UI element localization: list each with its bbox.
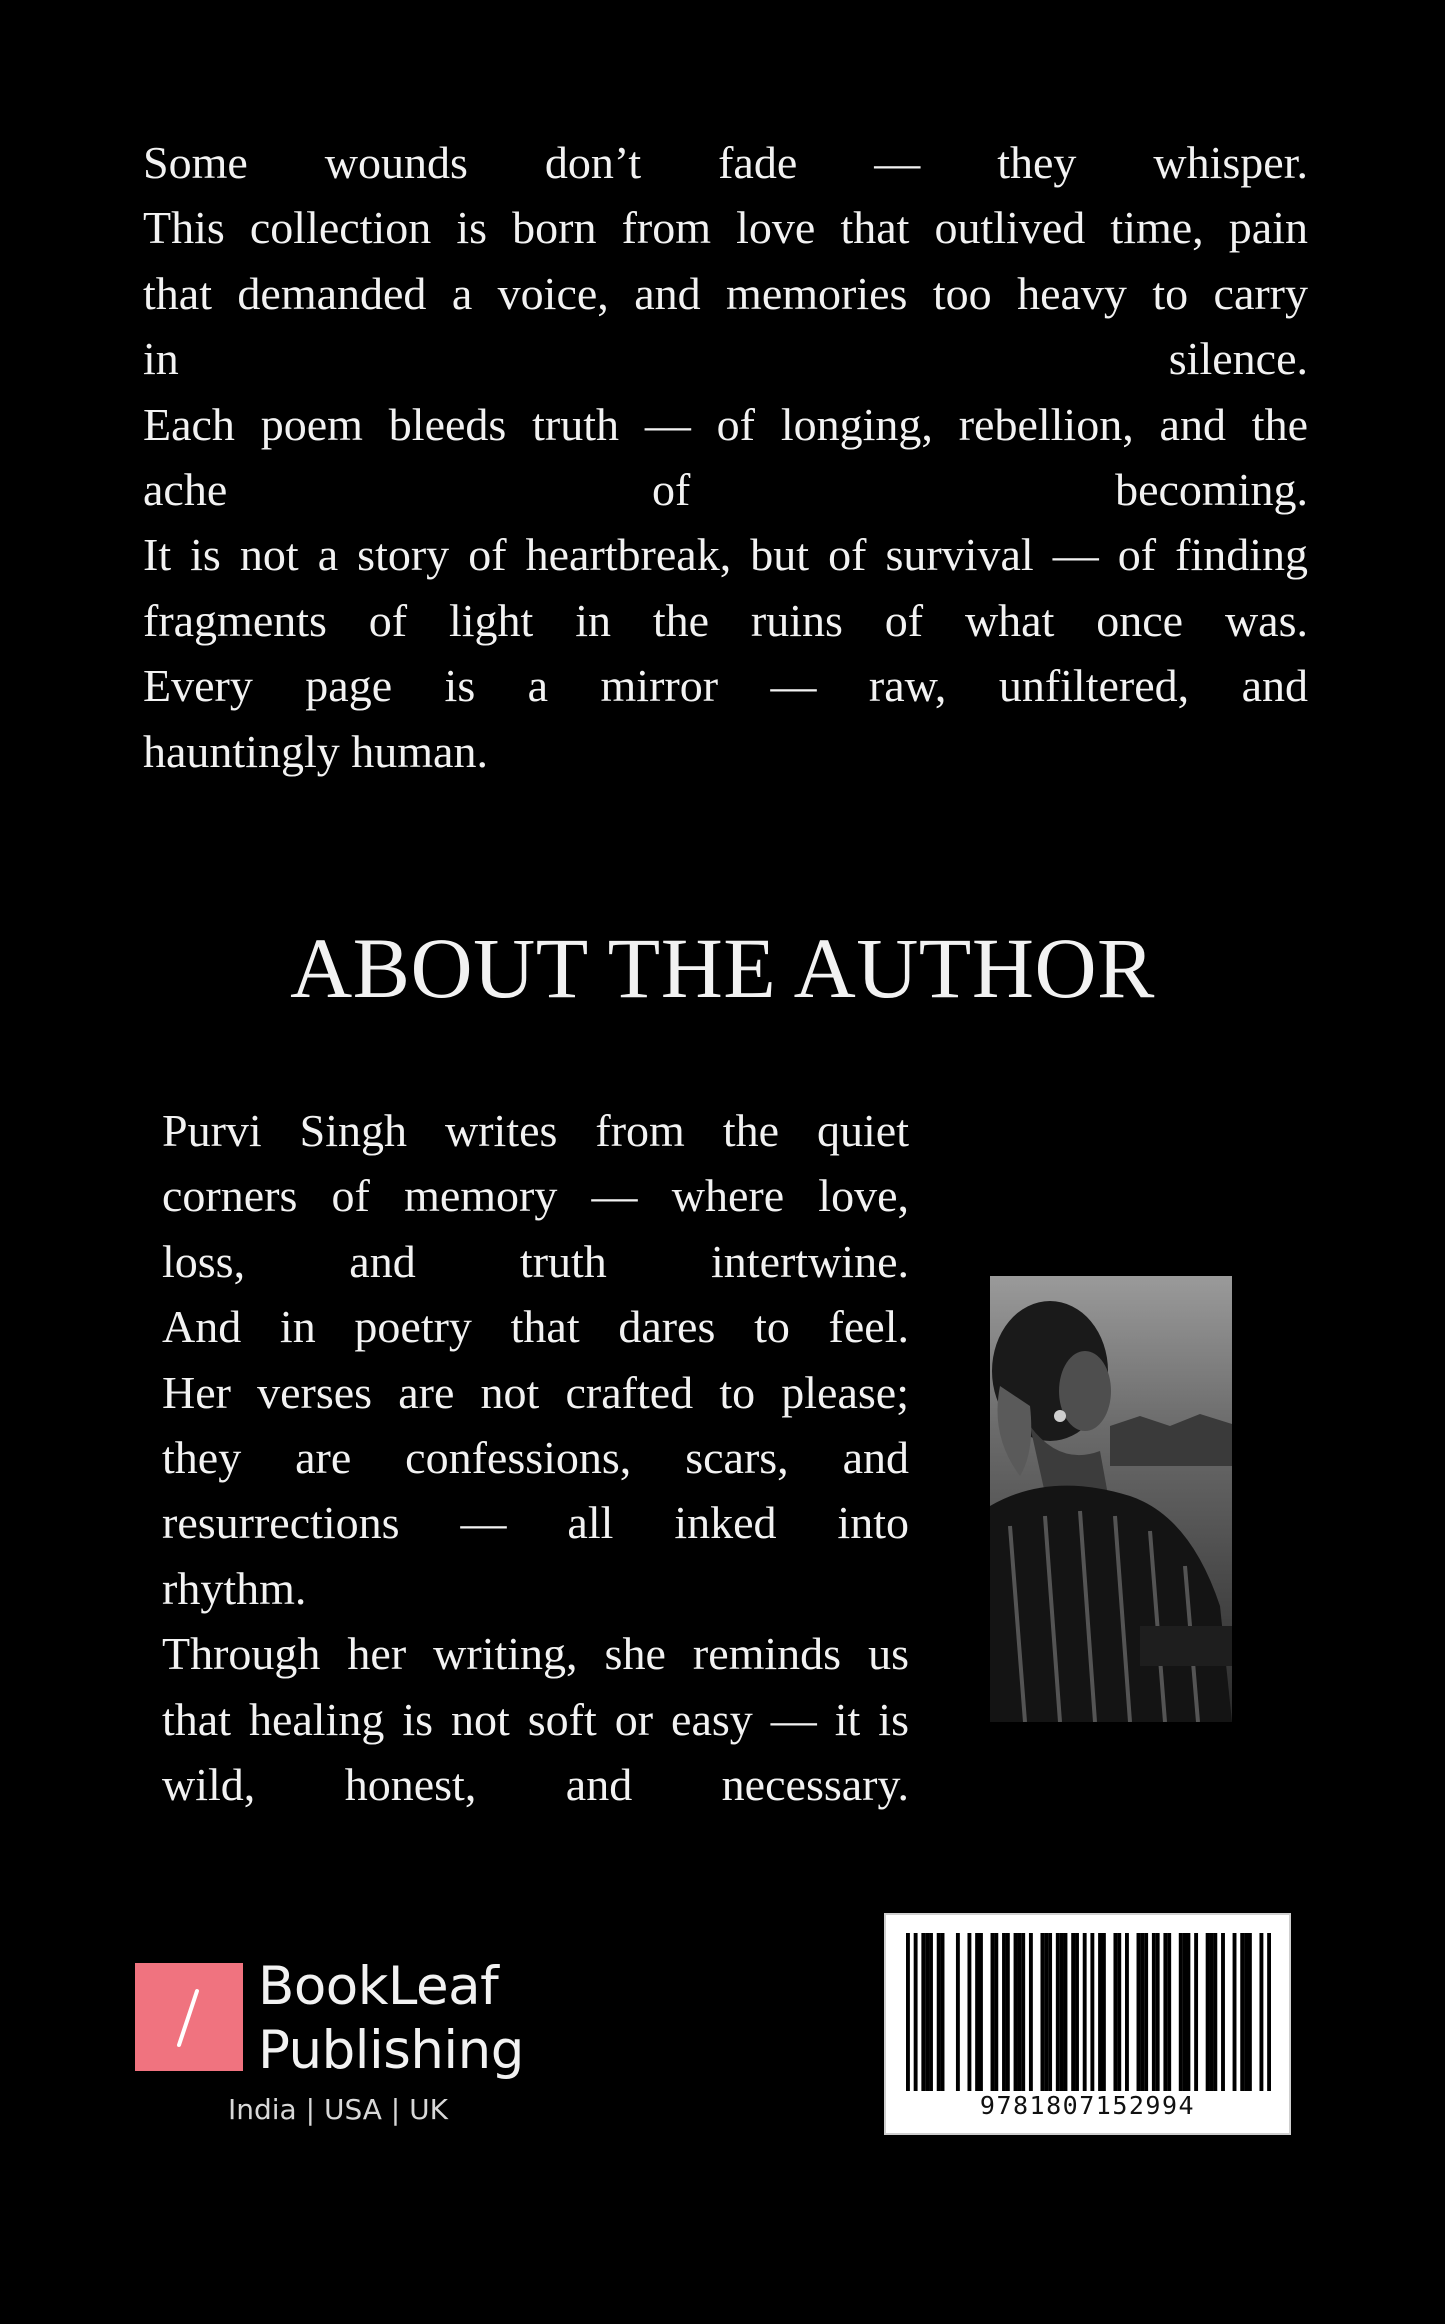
barcode-bar	[1213, 1933, 1217, 2091]
publisher-regions: India | USA | UK	[228, 2093, 448, 2126]
bio-line: resurrections — all inked into	[162, 1497, 909, 1549]
barcode-bar	[956, 1933, 960, 2091]
barcode-bar	[1117, 1933, 1121, 2091]
barcode-bar	[1098, 1933, 1102, 2091]
barcode-bar	[1021, 1933, 1025, 2091]
barcode-bar	[1152, 1933, 1156, 2091]
barcode-bar	[991, 1933, 995, 2091]
bio-line: Purvi Singh writes from the quiet	[162, 1105, 909, 1156]
barcode-bar	[921, 1933, 925, 2091]
barcode-bar	[1210, 1933, 1214, 2091]
barcode-bar	[1017, 1933, 1021, 2091]
barcode-bar	[1259, 1933, 1263, 2091]
barcode-bar	[1194, 1933, 1198, 2091]
bio-line: they are confessions, scars, and	[162, 1431, 909, 1483]
barcode-bar	[937, 1933, 941, 2091]
bio-line: Through her writing, she reminds us	[162, 1628, 909, 1680]
slash-icon	[135, 1963, 243, 2071]
about-author-heading: ABOUT THE AUTHOR	[290, 920, 1155, 1016]
barcode-bar	[1137, 1933, 1141, 2091]
barcode-bar	[979, 1933, 983, 2091]
barcode-bar	[1244, 1933, 1248, 2091]
barcode-bar	[1167, 1933, 1171, 2091]
barcode-bar	[925, 1933, 929, 2091]
barcode-bar	[1183, 1933, 1187, 2091]
bio-line: corners of memory — where love,	[162, 1170, 909, 1222]
barcode-bar	[1044, 1933, 1048, 2091]
blurb-line: in silence.	[143, 333, 1308, 385]
blurb-line: that demanded a voice, and memories too heavy to carry	[143, 267, 1308, 319]
barcode-bar	[1144, 1933, 1148, 2091]
barcode-bar	[1014, 1933, 1018, 2091]
barcode-bar	[1113, 1933, 1117, 2091]
barcode-bar	[1090, 1933, 1094, 2091]
publisher-name-line1: BookLeaf	[258, 1956, 499, 2017]
author-bio	[162, 1098, 909, 1817]
bio-line: And in poetry that dares to feel.	[162, 1301, 909, 1353]
barcode-bar	[941, 1933, 945, 2091]
barcode-bar	[994, 1933, 998, 2091]
barcode-bar	[1140, 1933, 1144, 2091]
author-photo	[990, 1276, 1232, 1722]
publisher-name-line2: Publishing	[258, 2020, 524, 2081]
barcode-bar	[1267, 1933, 1271, 2091]
blurb-line: Some wounds don’t fade — they whisper.	[143, 137, 1308, 188]
barcode-bar	[1125, 1933, 1129, 2091]
barcode-bar	[1075, 1933, 1079, 2091]
blurb-line: ache of becoming.	[143, 463, 1308, 515]
barcode-bar	[967, 1933, 971, 2091]
bio-line: wild, honest, and necessary.	[162, 1758, 909, 1810]
isbn-number: 9781807152994	[979, 2091, 1196, 2120]
barcode-bar	[1102, 1933, 1106, 2091]
barcode-bars	[906, 1933, 1271, 2091]
barcode-bar	[929, 1933, 933, 2091]
barcode-bar	[1071, 1933, 1075, 2091]
barcode-bar	[1083, 1933, 1087, 2091]
barcode-bar	[1240, 1933, 1244, 2091]
barcode-bar	[1048, 1933, 1052, 2091]
book-blurb	[143, 130, 1308, 784]
barcode-bar	[1002, 1933, 1006, 2091]
bio-line: Her verses are not crafted to please;	[162, 1366, 909, 1418]
blurb-line: It is not a story of heartbreak, but of survival — of finding	[143, 529, 1308, 581]
publisher-name	[258, 1955, 524, 2083]
blurb-line: hauntingly human.	[143, 725, 488, 777]
blurb-line: This collection is born from love that outlived time, pain	[143, 202, 1308, 254]
blurb-line: Every page is a mirror — raw, unfiltered, and	[143, 660, 1308, 712]
barcode-bar	[1029, 1933, 1033, 2091]
barcode-bar	[1179, 1933, 1183, 2091]
barcode-bar	[975, 1933, 979, 2091]
barcode-bar	[1064, 1933, 1068, 2091]
barcode-bar	[1156, 1933, 1160, 2091]
barcode-bar	[914, 1933, 918, 2091]
bio-line: loss, and truth intertwine.	[162, 1235, 909, 1287]
bio-line: that healing is not soft or easy — it is	[162, 1693, 909, 1745]
barcode-bar	[1060, 1933, 1064, 2091]
isbn-barcode	[884, 1913, 1291, 2135]
barcode-bar	[1248, 1933, 1252, 2091]
barcode-bar	[1163, 1933, 1167, 2091]
barcode-bar	[906, 1933, 910, 2091]
barcode-bar	[1233, 1933, 1237, 2091]
barcode-bar	[1056, 1933, 1060, 2091]
bio-line: rhythm.	[162, 1562, 307, 1614]
barcode-bar	[1186, 1933, 1190, 2091]
blurb-line: fragments of light in the ruins of what once was.	[143, 594, 1308, 646]
blurb-line: Each poem bleeds truth — of longing, rebellion, and the	[143, 398, 1308, 450]
barcode-bar	[1006, 1933, 1010, 2091]
publisher-logo	[135, 1963, 243, 2071]
barcode-bar	[1040, 1933, 1044, 2091]
barcode-bar	[1206, 1933, 1210, 2091]
barcode-bar	[1221, 1933, 1225, 2091]
